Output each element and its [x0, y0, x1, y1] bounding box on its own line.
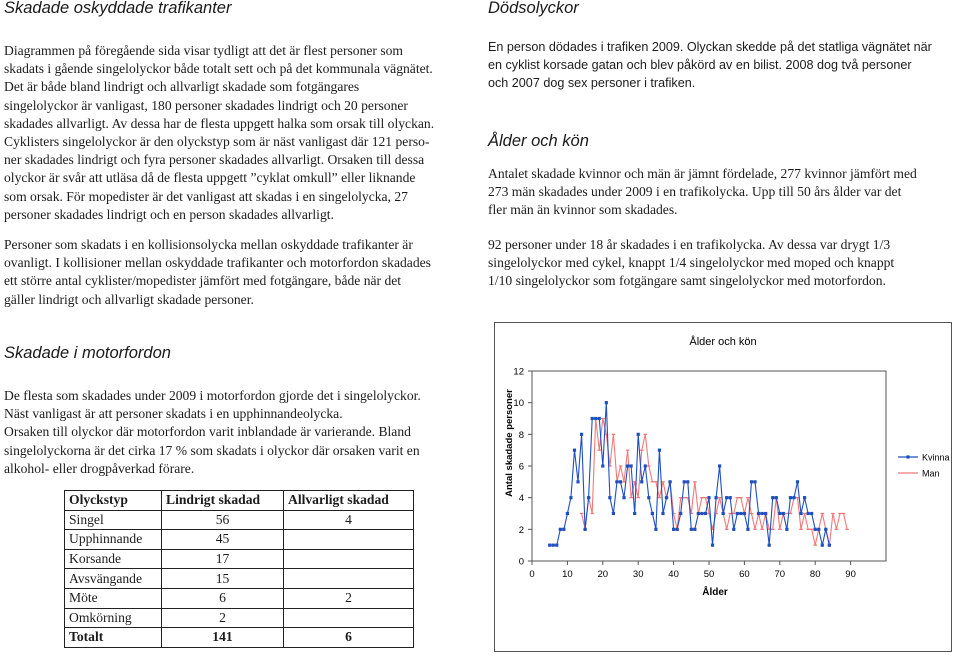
data-point-kvinna: [789, 496, 792, 499]
table-total-cell: 6: [284, 628, 414, 648]
text-line: De flesta som skadades under 2009 i motorfordon gjorde det i singelolyckor.: [4, 388, 421, 403]
data-point-kvinna: [799, 512, 802, 515]
header-allvarligt: Allvarligt skadad: [284, 491, 414, 511]
data-point-kvinna: [824, 528, 827, 531]
data-point-kvinna: [690, 528, 693, 531]
table-row: [65, 530, 414, 550]
data-point-kvinna: [591, 417, 594, 420]
table-row: [65, 510, 414, 530]
data-point-kvinna: [736, 512, 739, 515]
chart-title: Ålder och kön: [689, 336, 757, 348]
table-total-cell: 141: [162, 628, 284, 648]
data-point-kvinna: [683, 480, 686, 483]
text-line: ner skadades lindrigt och fyra personer skadades allvarligt. Orsaken till dessa: [4, 152, 425, 168]
text-line: singelolyckor med cykel, knappt 1/4 singelolyckor med moped och knappt: [488, 255, 895, 271]
y-tick-label: 2: [518, 524, 524, 536]
data-point-kvinna: [778, 512, 781, 515]
data-point-kvinna: [626, 464, 629, 467]
table-row: [65, 588, 414, 608]
data-point-kvinna: [722, 512, 725, 515]
x-tick-label: 60: [739, 569, 750, 580]
section-title-alder-kon: Ålder och kön: [488, 132, 589, 150]
table-row: [65, 608, 414, 628]
x-tick-label: 0: [529, 569, 535, 580]
x-tick-label: 10: [562, 569, 573, 580]
series-line-kvinna: [550, 403, 830, 546]
text-line: singelolyckor är vanligast, 180 personer skadades lindrigt och 20 personer: [4, 97, 408, 113]
data-point-kvinna: [792, 496, 795, 499]
legend-marker: [906, 455, 909, 458]
data-point-kvinna: [661, 512, 664, 515]
table-cell: 15: [162, 569, 284, 589]
data-point-kvinna: [612, 512, 615, 515]
data-point-kvinna: [559, 528, 562, 531]
section-title-motorfordon: Skadade i motorfordon: [4, 344, 171, 362]
data-point-kvinna: [580, 433, 583, 436]
x-tick-label: 40: [668, 569, 679, 580]
data-point-kvinna: [739, 512, 742, 515]
data-point-kvinna: [573, 449, 576, 452]
data-point-kvinna: [700, 512, 703, 515]
table-cell: 2: [284, 588, 414, 608]
age-gender-chart-svg: [495, 323, 951, 651]
x-tick-label: 80: [809, 569, 821, 580]
data-point-kvinna: [665, 496, 668, 499]
data-point-kvinna: [552, 544, 555, 547]
data-point-kvinna: [725, 496, 728, 499]
data-point-kvinna: [732, 528, 735, 531]
y-tick-label: 0: [518, 556, 524, 568]
data-point-kvinna: [743, 512, 746, 515]
data-point-kvinna: [764, 512, 767, 515]
data-point-kvinna: [750, 480, 753, 483]
table-row: [65, 569, 414, 589]
text-line: Cyklisters singelolyckor är den olyckstyp som är näst vanligast där 121 perso-: [4, 134, 430, 150]
table-cell: Avsvängande: [65, 569, 162, 589]
x-tick-label: 90: [845, 569, 856, 580]
data-point-kvinna: [782, 512, 785, 515]
data-point-kvinna: [707, 496, 710, 499]
data-point-kvinna: [569, 496, 572, 499]
accident-type-table: [64, 490, 414, 648]
data-point-kvinna: [548, 544, 551, 547]
data-point-kvinna: [587, 496, 590, 499]
data-point-kvinna: [676, 528, 679, 531]
data-point-kvinna: [729, 496, 732, 499]
data-point-kvinna: [757, 512, 760, 515]
data-point-kvinna: [566, 512, 569, 515]
y-tick-label: 10: [513, 398, 524, 410]
data-point-kvinna: [644, 464, 647, 467]
text-line: Diagrammen på föregående sida visar tydligt att det är flest personer som: [4, 43, 403, 58]
x-tick-label: 70: [774, 569, 786, 580]
text-line: Näst vanligast är att personer skadats i en upphinnandeolycka.: [4, 406, 343, 422]
data-point-kvinna: [679, 512, 682, 515]
data-point-kvinna: [647, 496, 650, 499]
text-line: ett större antal cyklister/mopedister jämfört med fotgängare, både när det: [4, 273, 402, 289]
text-line: en cyklist korsade gatan och blev påkörd av en bilist. 2008 dog två personer: [488, 58, 912, 73]
text-line: skadats i gående singelolyckor både totalt sett och på det kommunala vägnätet.: [4, 61, 433, 77]
text-line: Personer som skadats i en kollisionsolycka mellan oskyddade trafikanter är: [4, 237, 413, 252]
data-point-kvinna: [771, 496, 774, 499]
paragraph-dodsolyckor: [488, 38, 932, 93]
y-tick-label: 8: [518, 429, 524, 441]
text-line: 1/10 singelolyckor som fotgängare samt singelolyckor med motorfordon.: [488, 273, 886, 289]
data-point-kvinna: [654, 528, 657, 531]
data-point-kvinna: [807, 512, 810, 515]
data-point-kvinna: [711, 544, 714, 547]
data-point-kvinna: [605, 401, 608, 404]
header-olyckstyp: Olyckstyp: [65, 491, 162, 511]
data-point-kvinna: [775, 496, 778, 499]
data-point-kvinna: [640, 480, 643, 483]
text-line: gäller lindrigt och allvarligt skadade personer.: [4, 291, 254, 307]
data-point-kvinna: [714, 496, 717, 499]
table-cell: [284, 530, 414, 550]
data-point-kvinna: [651, 512, 654, 515]
data-point-kvinna: [817, 528, 820, 531]
table-cell: 17: [162, 549, 284, 569]
data-point-kvinna: [608, 496, 611, 499]
text-line: Antalet skadade kvinnor och män är jämnt fördelade, 277 kvinnor jämfört med: [488, 166, 917, 181]
data-point-kvinna: [814, 528, 817, 531]
data-point-kvinna: [622, 496, 625, 499]
table-cell: Singel: [65, 510, 162, 530]
table-cell: [284, 608, 414, 628]
paragraph-oskyddade-1: [4, 42, 434, 224]
data-point-kvinna: [576, 480, 579, 483]
data-point-kvinna: [668, 480, 671, 483]
data-point-kvinna: [562, 528, 565, 531]
data-point-kvinna: [672, 528, 675, 531]
data-point-kvinna: [630, 464, 633, 467]
text-line: En person dödades i trafiken 2009. Olyckan skedde på det statliga vägnätet när: [488, 40, 932, 54]
y-axis-label: Antal skadade personer: [504, 389, 515, 497]
text-line: som orsak. För mopedister är det vanligast att skadas i en singelolycka, 27: [4, 188, 408, 204]
table-cell: Omkörning: [65, 608, 162, 628]
data-point-kvinna: [761, 512, 764, 515]
data-point-kvinna: [686, 480, 689, 483]
data-point-kvinna: [555, 544, 558, 547]
data-point-kvinna: [821, 544, 824, 547]
table-cell: 2: [162, 608, 284, 628]
data-point-kvinna: [785, 528, 788, 531]
table-header-row: [65, 491, 414, 511]
text-line: och 2007 dog sex personer i trafiken.: [488, 76, 696, 91]
table-cell: 56: [162, 510, 284, 530]
section-title-dodsolyckor: Dödsolyckor: [488, 0, 579, 17]
data-point-kvinna: [796, 480, 799, 483]
text-line: olyckor är svår att utläsa då de flesta uppgett ”cyklat omkull” eller liknande: [4, 170, 416, 186]
text-line: 92 personer under 18 år skadades i en trafikolycka. Av dessa var drygt 1/3: [488, 237, 891, 252]
text-line: ovanligt. I kollisioner mellan oskyddade trafikanter och motorfordon skadades: [4, 255, 431, 271]
legend-label-kvinna: Kvinna: [922, 452, 950, 463]
text-line: fler män än kvinnor som skadades.: [488, 202, 678, 218]
data-point-kvinna: [810, 512, 813, 515]
text-line: singelolyckorna är det cirka 17 % som skadats i olyckor där orsaken varit en: [4, 442, 420, 458]
x-tick-label: 30: [632, 569, 644, 580]
data-point-kvinna: [693, 528, 696, 531]
data-point-kvinna: [753, 480, 756, 483]
section-title-oskyddade: Skadade oskyddade trafikanter: [4, 0, 232, 17]
paragraph-oskyddade-2: [4, 236, 431, 309]
text-line: skadades allvarligt. Av dessa har de flesta uppgett halka som orsak till olyckan.: [4, 115, 435, 131]
data-point-kvinna: [718, 464, 721, 467]
paragraph-alder-kon-2: [488, 236, 894, 291]
data-point-kvinna: [633, 512, 636, 515]
age-gender-chart: [494, 322, 952, 652]
x-axis-label: Ålder: [702, 587, 728, 598]
y-tick-label: 4: [518, 493, 524, 505]
table-total-cell: Totalt: [65, 628, 162, 648]
data-point-kvinna: [615, 480, 618, 483]
table-cell: Möte: [65, 588, 162, 608]
table-cell: 6: [162, 588, 284, 608]
x-tick-label: 50: [703, 569, 715, 580]
text-line: Orsaken till olyckor där motorfordon varit inblandade är varierande. Bland: [4, 424, 411, 440]
data-point-kvinna: [601, 464, 604, 467]
legend-label-man: Man: [922, 468, 940, 479]
plot-area: [532, 371, 886, 561]
table-total-row: [65, 628, 414, 648]
header-lindrigt: Lindrigt skadad: [162, 491, 284, 511]
data-point-kvinna: [697, 512, 700, 515]
paragraph-alder-kon-1: [488, 165, 917, 220]
data-point-kvinna: [746, 528, 749, 531]
data-point-kvinna: [637, 433, 640, 436]
y-tick-label: 12: [513, 366, 524, 378]
data-point-kvinna: [658, 449, 661, 452]
table-cell: Korsande: [65, 549, 162, 569]
data-point-kvinna: [704, 512, 707, 515]
data-point-kvinna: [598, 417, 601, 420]
data-point-kvinna: [828, 544, 831, 547]
data-point-kvinna: [803, 496, 806, 499]
text-line: 273 män skadades under 2009 i en trafikolycka. Upp till 50 års ålder var det: [488, 184, 902, 200]
x-tick-label: 20: [597, 569, 609, 580]
table-row: [65, 549, 414, 569]
data-point-kvinna: [619, 480, 622, 483]
data-point-kvinna: [584, 528, 587, 531]
table-cell: Upphinnande: [65, 530, 162, 550]
text-line: Det är både bland lindrigt och allvarligt skadade som fotgängares: [4, 79, 360, 95]
paragraph-motorfordon: [4, 387, 421, 478]
table-cell: [284, 569, 414, 589]
y-tick-label: 6: [518, 461, 524, 473]
table-cell: 45: [162, 530, 284, 550]
text-line: personer skadades lindrigt och en person skadades allvarligt.: [4, 206, 334, 222]
text-line: alkohol- eller drogpåverkad förare.: [4, 460, 195, 476]
table-cell: 4: [284, 510, 414, 530]
data-point-kvinna: [594, 417, 597, 420]
table-cell: [284, 549, 414, 569]
data-point-kvinna: [768, 544, 771, 547]
